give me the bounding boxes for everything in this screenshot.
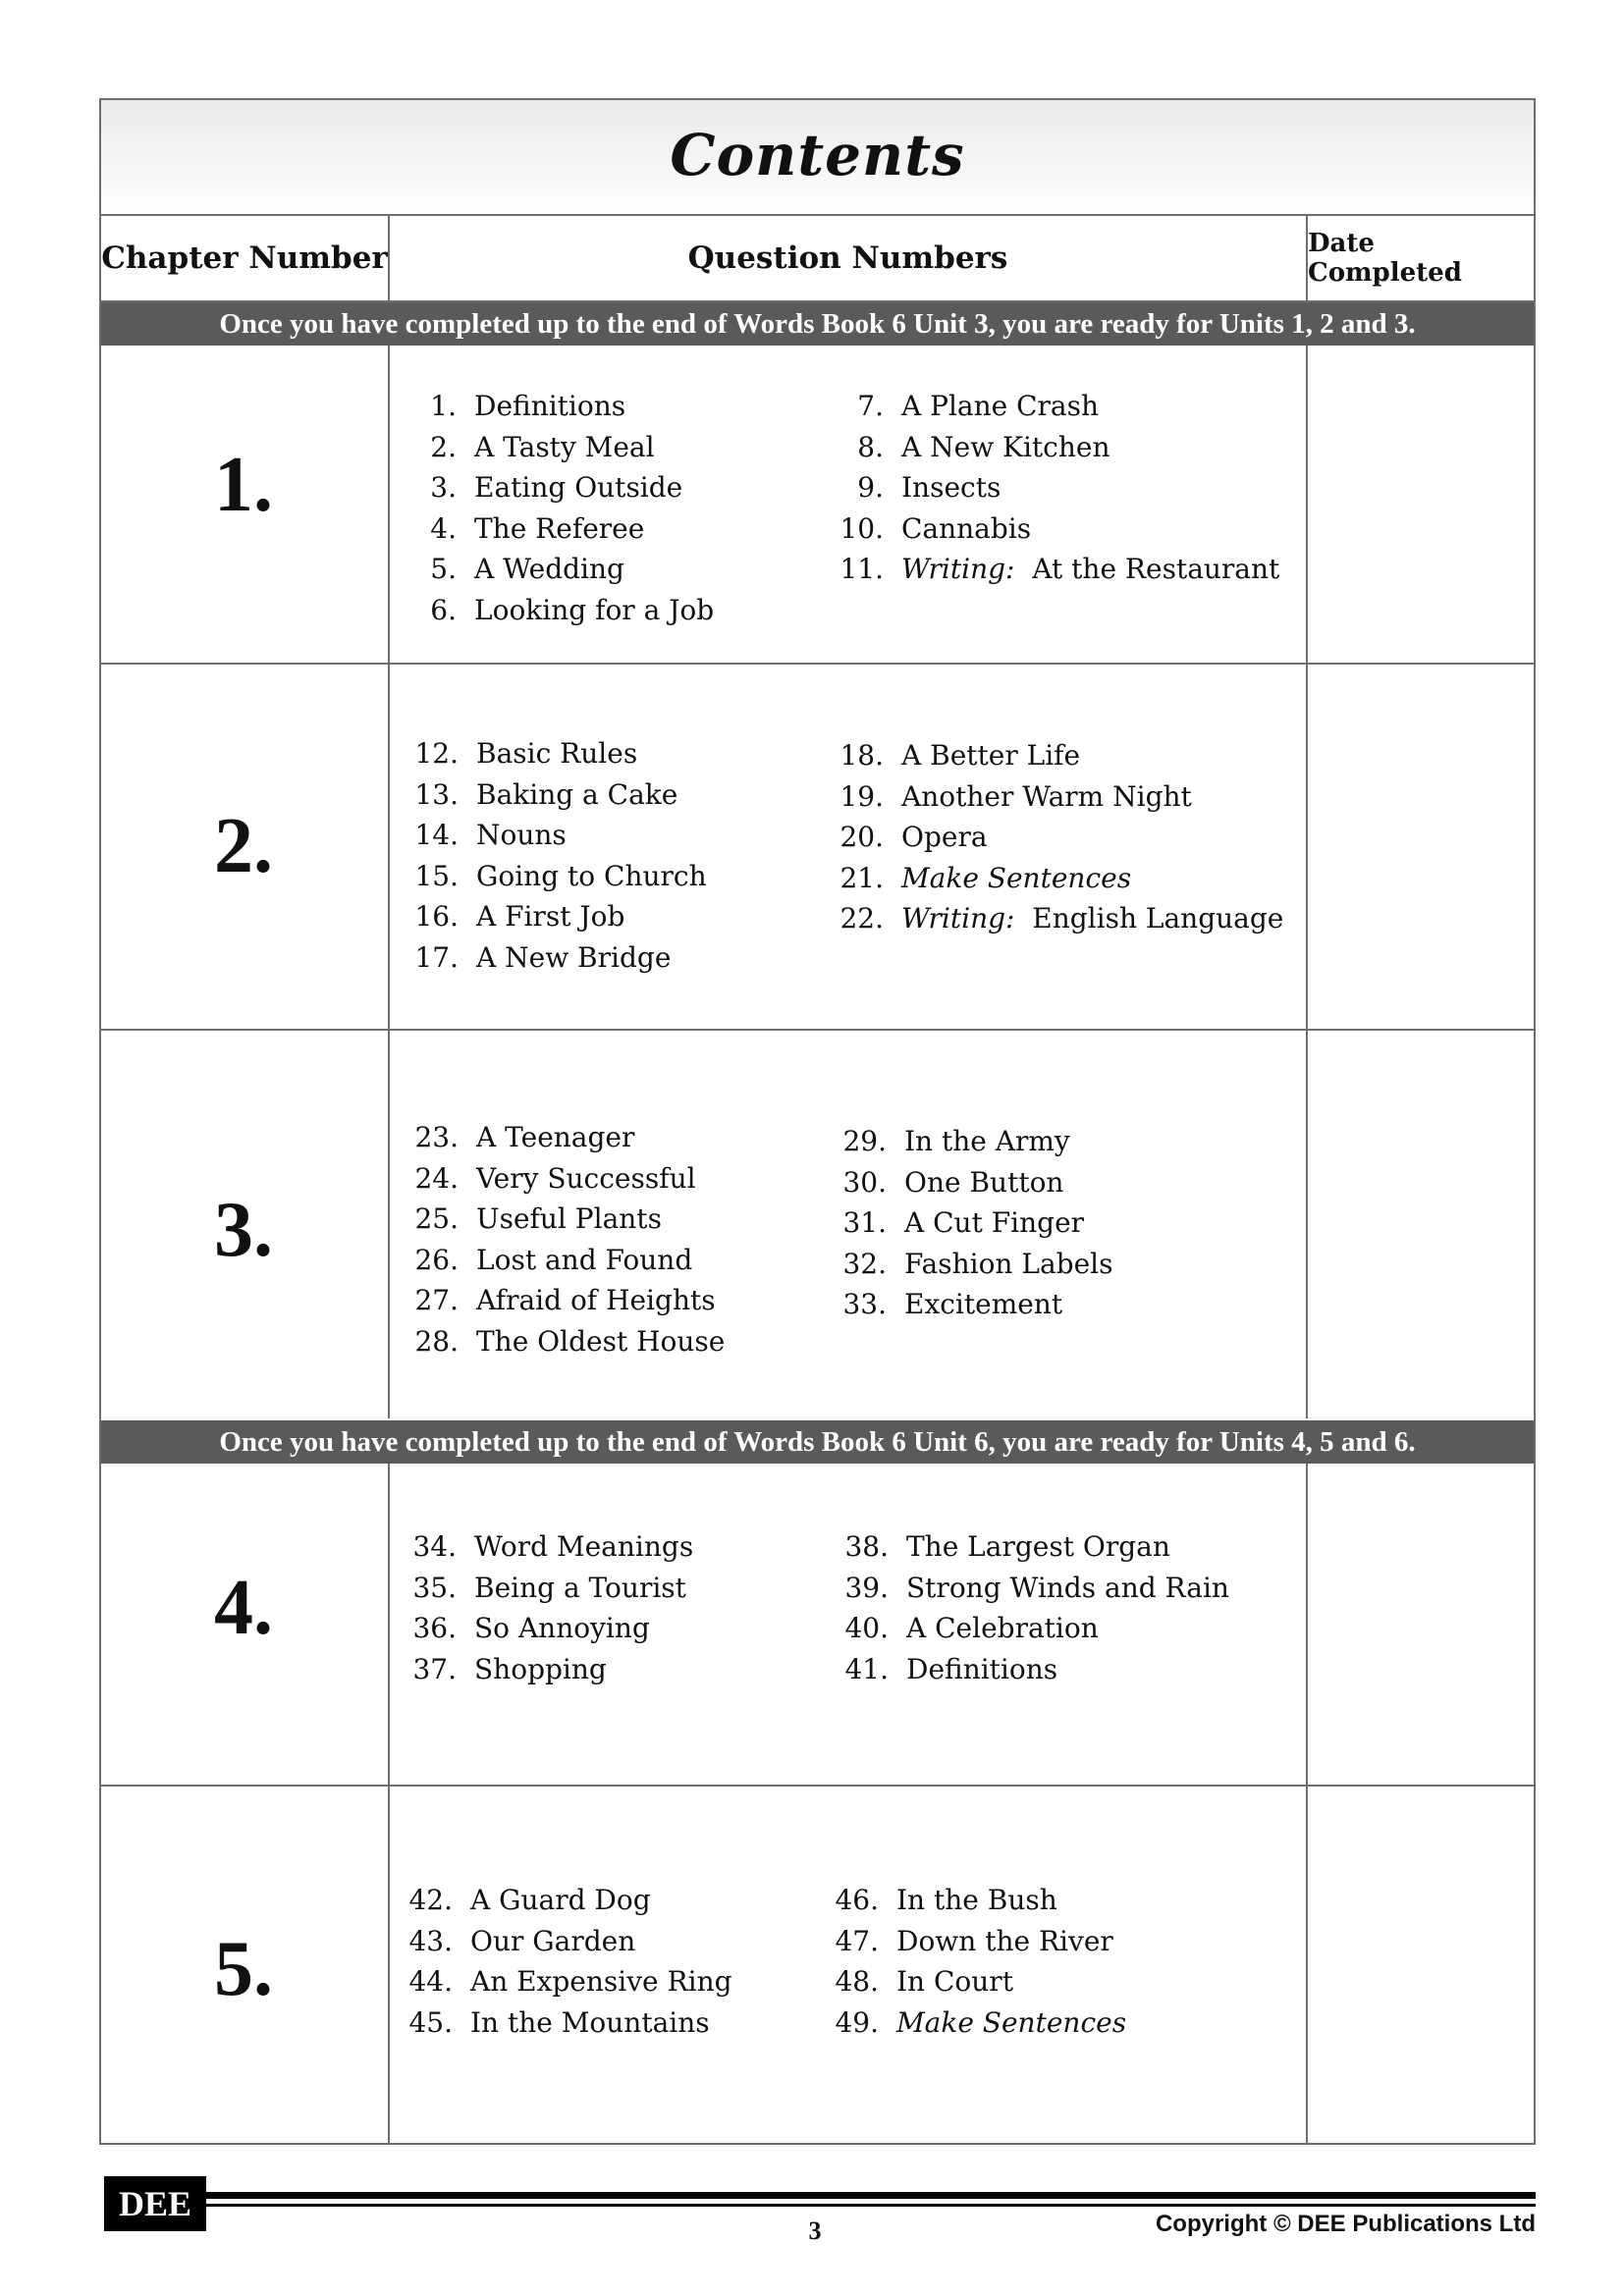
question-title [474,467,682,508]
question-text: Definitions [474,390,626,422]
question-text: Going to Church [476,859,707,892]
question-title [474,1568,686,1609]
question-title [901,549,1279,590]
question-item [407,856,707,897]
question-item [836,1202,1112,1244]
question-number: 40. [844,1612,889,1644]
question-number: 34. [412,1530,457,1563]
question-text: Lost and Found [476,1243,693,1276]
question-number: 16. [414,900,459,933]
question-item [833,549,1279,590]
question-title [476,733,637,774]
question-item [407,1280,725,1321]
question-list [402,1880,732,2043]
question-item [406,427,714,468]
question-number: 32. [842,1247,887,1280]
question-item [407,1321,725,1362]
question-text: At the Restaurant [1032,553,1280,585]
question-number: 1. [430,390,457,422]
question-item [838,1649,1229,1690]
question-text: So Annoying [474,1612,650,1644]
divider [101,663,1534,665]
question-item [828,1921,1126,1962]
divider [388,1464,390,2145]
question-text: The Largest Organ [906,1530,1170,1563]
question-text: Definitions [906,1652,1058,1685]
chapter-number: 1. [214,442,273,528]
question-title [896,1880,1057,1921]
question-item [402,1961,732,2002]
page-number: 3 [808,2216,822,2245]
question-list [406,1526,693,1689]
question-number: 7. [857,390,884,422]
question-item [407,1158,725,1200]
question-text: Useful Plants [476,1202,662,1235]
question-item [833,386,1279,427]
question-item [406,590,714,631]
question-text: Strong Winds and Rain [906,1571,1229,1604]
publisher-logo: DEE [104,2176,206,2231]
question-text: Very Successful [476,1161,696,1195]
question-item [407,774,707,816]
question-item [407,733,707,774]
question-text: A Plane Crash [901,390,1100,422]
question-title [474,386,625,427]
question-text: Fashion Labels [904,1247,1113,1280]
question-item [407,815,707,856]
question-text: Nouns [476,819,567,851]
question-number: 27. [414,1284,459,1316]
question-text: Cannabis [901,511,1032,545]
question-number: 33. [842,1288,887,1320]
question-title [474,508,644,550]
divider [101,1029,1534,1031]
question-number: 47. [835,1924,879,1957]
question-number: 36. [412,1612,457,1644]
question-item [402,1921,732,1962]
question-item [407,896,707,937]
question-text: Being a Tourist [474,1571,686,1604]
question-title [904,1162,1063,1203]
question-number: 18. [839,739,884,772]
question-item [406,1526,693,1568]
question-text: One Button [904,1165,1064,1199]
question-text: A Guard Dog [470,1884,651,1916]
question-number: 49. [835,2005,879,2039]
divider [1306,1464,1308,2145]
question-number: 31. [842,1206,887,1239]
question-title [476,774,677,816]
notice-bar: Once you have completed up to the end of Words Book 6 Unit 6, you are ready for Units 4, 5 and 6. [101,1420,1534,1464]
question-item [406,549,714,590]
question-item [836,1244,1112,1285]
question-item [406,1608,693,1649]
question-text: Basic Rules [476,737,638,770]
question-item [828,1880,1126,1921]
question-list [407,733,707,978]
question-prefix: Make Sentences [896,2005,1127,2039]
question-item [838,1608,1229,1649]
question-item [406,467,714,508]
question-item [407,1240,725,1281]
question-number: 23. [414,1121,459,1153]
question-item [407,1117,725,1158]
question-item [406,386,714,427]
question-title [901,467,1001,508]
question-list [838,1526,1229,1689]
question-number: 48. [835,1965,879,1998]
question-number: 17. [414,940,459,974]
question-number: 9. [857,471,884,504]
question-text: Word Meanings [474,1530,694,1563]
question-number: 13. [414,777,459,811]
question-title [476,1117,634,1158]
contents-table [99,98,1536,2145]
question-number: 41. [844,1652,889,1685]
question-item [833,735,1283,776]
question-title [474,590,714,631]
question-item [838,1526,1229,1568]
question-title [901,817,988,858]
question-title [470,1880,651,1921]
question-item [833,817,1283,858]
question-number: 4. [430,511,457,545]
question-text: A Tasty Meal [474,430,655,463]
question-text: Opera [901,821,988,853]
question-title [470,1961,732,2002]
question-text: In the Army [904,1125,1070,1157]
question-text: Insects [901,471,1001,504]
question-number: 14. [414,819,459,851]
question-item [833,898,1283,939]
question-item [833,858,1283,899]
question-number: 21. [839,861,884,894]
question-number: 44. [408,1965,453,1998]
question-item [833,467,1279,508]
question-title [906,1649,1057,1690]
question-item [828,1961,1126,2002]
question-number: 22. [839,902,884,934]
question-number: 42. [408,1884,453,1916]
question-title [476,937,671,979]
question-text: Excitement [904,1288,1063,1320]
question-title [476,1199,662,1240]
header-date-completed: Date Completed [1308,229,1462,288]
question-text: Another Warm Night [901,779,1192,813]
question-title [906,1568,1229,1609]
question-number: 20. [839,821,884,853]
header-chapter-number: Chapter Number [101,240,388,276]
question-text: The Referee [474,511,645,545]
question-text: Eating Outside [474,471,683,504]
question-list [836,1121,1112,1325]
question-item [833,508,1279,550]
question-number: 43. [408,1924,453,1957]
question-title [476,1280,716,1321]
footer-rule [206,2192,1536,2199]
question-list [833,386,1279,590]
question-text: Afraid of Heights [476,1284,716,1316]
question-title [904,1121,1070,1162]
question-item [407,1199,725,1240]
question-text: A New Bridge [476,940,672,974]
question-title [901,735,1080,776]
question-text: In the Bush [896,1884,1057,1916]
question-title [901,386,1099,427]
question-title [476,815,567,856]
question-number: 15. [414,859,459,892]
question-title [474,1526,693,1568]
question-number: 37. [412,1652,457,1685]
question-item [833,427,1279,468]
question-item [406,1568,693,1609]
page-title: Contents [670,122,965,188]
notice-bar: Once you have completed up to the end of Words Book 6 Unit 3, you are ready for Units 1, 2 and 3. [101,302,1534,346]
divider [388,346,390,1418]
question-prefix: Writing: [901,553,1015,585]
question-number: 10. [839,511,884,545]
question-title [901,858,1131,899]
question-text: A Better Life [901,739,1081,772]
question-list [833,735,1283,939]
question-text: An Expensive Ring [470,1965,732,1998]
question-item [406,1649,693,1690]
question-title [896,1921,1113,1962]
question-text: The Oldest House [476,1324,726,1358]
question-text: In Court [896,1965,1013,1998]
copyright-notice: Copyright © DEE Publications Ltd [1155,2211,1536,2237]
chapter-number: 3. [214,1187,273,1273]
question-text: A New Kitchen [901,430,1110,463]
question-item [407,937,707,979]
question-number: 8. [857,430,884,463]
question-title [470,2002,710,2044]
question-number: 46. [835,1884,879,1916]
question-text: A Wedding [474,553,624,585]
question-text: A Celebration [906,1612,1099,1644]
question-title [896,1961,1013,2002]
title-band [101,100,1534,214]
question-number: 5. [430,553,457,585]
header-question-numbers: Question Numbers [687,240,1008,276]
question-item [402,1880,732,1921]
question-title [906,1608,1099,1649]
question-title [476,1321,725,1362]
question-title [904,1202,1084,1244]
question-title [470,1921,635,1962]
question-item [836,1162,1112,1203]
question-title [476,1158,696,1200]
question-title [896,2002,1126,2044]
question-list [407,1117,725,1362]
question-item [828,2002,1126,2044]
question-text: Baking a Cake [476,777,678,811]
question-text: Our Garden [470,1924,636,1957]
question-number: 30. [842,1165,887,1199]
question-text: English Language [1032,902,1284,934]
question-prefix: Make Sentences [901,861,1132,894]
question-title [476,1240,692,1281]
question-list [828,1880,1126,2043]
question-number: 26. [414,1243,459,1276]
question-list [406,386,714,630]
chapter-number: 5. [214,1926,273,2012]
question-item [833,776,1283,818]
question-title [474,549,624,590]
question-prefix: Writing: [901,902,1015,934]
question-number: 12. [414,737,459,770]
question-number: 11. [839,553,884,585]
chapter-number: 4. [214,1565,273,1651]
question-item [838,1568,1229,1609]
question-title [476,896,624,937]
question-item [406,508,714,550]
question-number: 35. [412,1571,457,1604]
question-text: Down the River [896,1924,1113,1957]
chapter-number: 2. [214,803,273,889]
divider [1306,346,1308,1418]
question-number: 29. [842,1125,887,1157]
question-title [474,1649,607,1690]
divider [101,1785,1534,1787]
question-text: Looking for a Job [474,593,715,626]
question-text: A First Job [476,900,625,933]
question-number: 6. [430,593,457,626]
question-text: A Teenager [476,1121,635,1153]
question-title [476,856,707,897]
question-item [836,1284,1112,1325]
question-number: 45. [408,2005,453,2039]
question-title [901,776,1192,818]
question-title [474,1608,650,1649]
footer-rule [206,2204,1536,2207]
question-title [906,1526,1170,1568]
question-text: In the Mountains [470,2005,710,2039]
question-item [836,1121,1112,1162]
question-number: 19. [839,779,884,813]
question-item [402,2002,732,2044]
question-title [901,898,1283,939]
question-number: 38. [844,1530,889,1563]
question-text: A Cut Finger [904,1206,1085,1239]
question-number: 24. [414,1161,459,1195]
question-number: 39. [844,1571,889,1604]
question-number: 2. [430,430,457,463]
question-title [904,1284,1062,1325]
question-title [901,508,1031,550]
question-title [904,1244,1112,1285]
question-number: 25. [414,1202,459,1235]
question-text: Shopping [474,1652,607,1685]
question-title [901,427,1110,468]
question-number: 3. [430,471,457,504]
question-title [474,427,655,468]
question-number: 28. [414,1324,459,1358]
